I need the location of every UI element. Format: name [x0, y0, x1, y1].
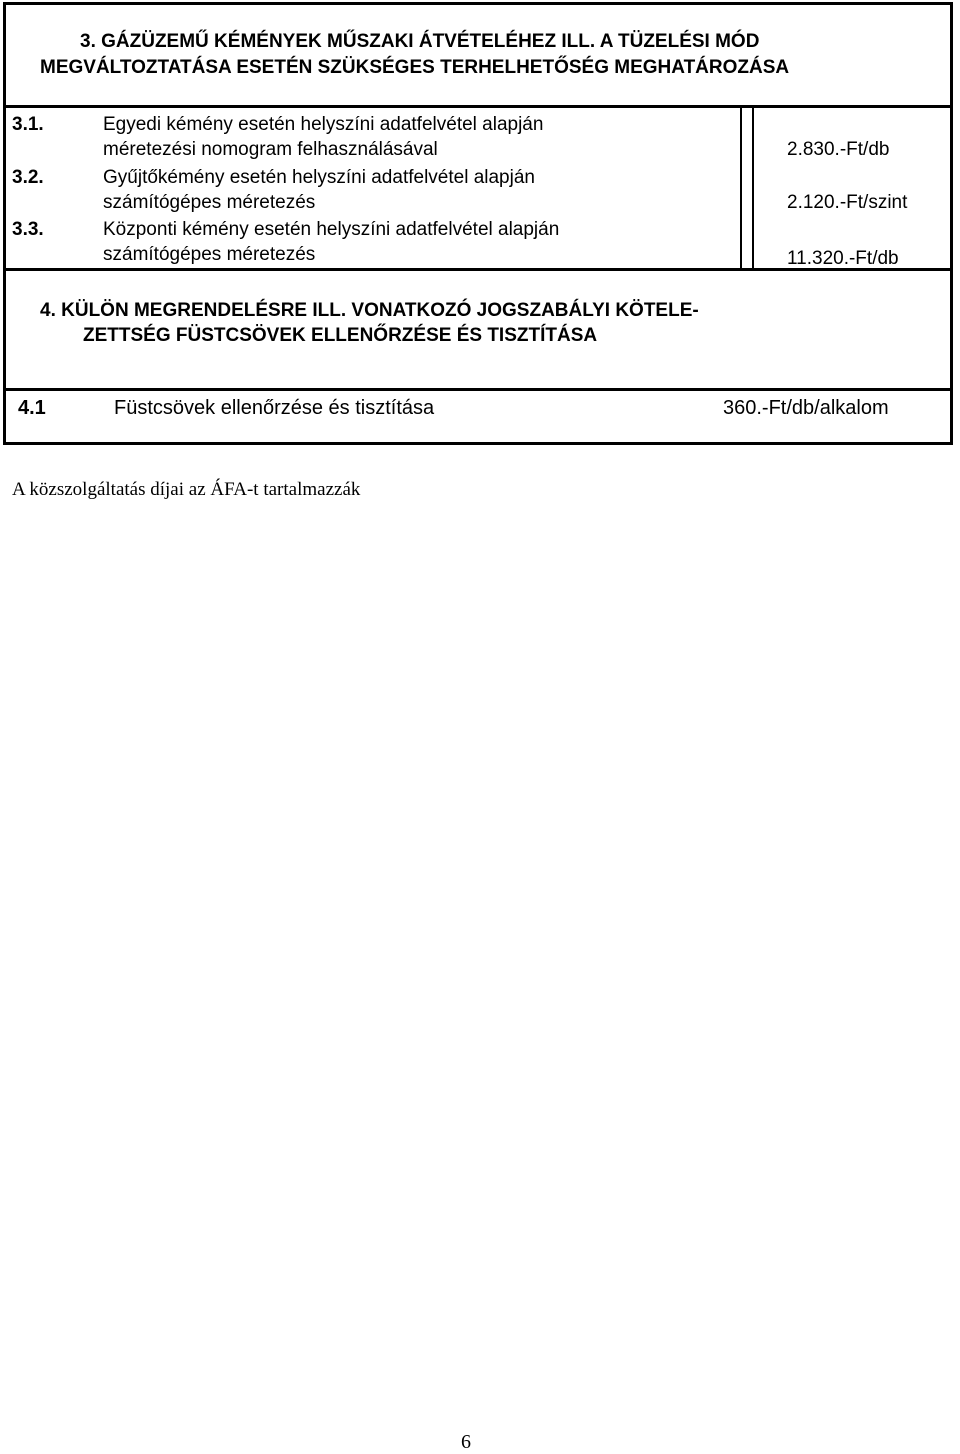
section4-title-line1: 4. KÜLÖN MEGRENDELÉSRE ILL. VONATKOZÓ JOGSZABÁLYI KÖTELE- — [40, 300, 699, 321]
item-3-2-number: 3.2. — [12, 167, 44, 188]
item-3-3-line1: Központi kémény esetén helyszíni adatfelvétel alapján — [103, 219, 560, 240]
header-divider — [3, 105, 953, 108]
section3-title-line1: 3. GÁZÜZEMŰ KÉMÉNYEK MŰSZAKI ÁTVÉTELÉHEZ ILL. A TÜZELÉSI MÓD — [80, 31, 760, 52]
frame-bottom — [3, 442, 953, 445]
frame-right — [950, 2, 953, 445]
section3-title-line2: MEGVÁLTOZTATÁSA ESETÉN SZÜKSÉGES TERHELHETŐSÉG MEGHATÁROZÁSA — [40, 57, 790, 78]
item-3-2-line2: számítógépes méretezés — [103, 192, 316, 213]
item-3-1-line2: méretezési nomogram felhasználásával — [103, 139, 438, 160]
item-4-1-price: 360.-Ft/db/alkalom — [723, 397, 889, 419]
item-4-1-number: 4.1 — [18, 397, 46, 419]
item-3-2-price: 2.120.-Ft/szint — [787, 192, 908, 213]
page-number: 6 — [461, 1431, 471, 1453]
item-3-1-number: 3.1. — [12, 114, 44, 135]
item-3-3-number: 3.3. — [12, 219, 44, 240]
frame-left — [3, 2, 6, 445]
table-right-divider — [752, 108, 754, 269]
section4-divider — [3, 388, 953, 391]
item-3-1-line1: Egyedi kémény esetén helyszíni adatfelvétel alapján — [103, 114, 544, 135]
item-3-1-price: 2.830.-Ft/db — [787, 139, 890, 160]
item-3-3-line2: számítógépes méretezés — [103, 244, 316, 265]
frame-top — [3, 2, 953, 5]
section4-title-line2: ZETTSÉG FÜSTCSÖVEK ELLENŐRZÉSE ÉS TISZTÍTÁSA — [83, 325, 598, 346]
item-4-1-label: Füstcsövek ellenőrzése és tisztítása — [114, 397, 435, 419]
table-col-divider — [740, 108, 742, 269]
footnote: A közszolgáltatás díjai az ÁFA-t tartalmazzák — [12, 479, 361, 500]
item-3-2-line1: Gyűjtőkémény esetén helyszíni adatfelvétel alapján — [103, 167, 535, 188]
item-3-3-price: 11.320.-Ft/db — [787, 248, 899, 269]
